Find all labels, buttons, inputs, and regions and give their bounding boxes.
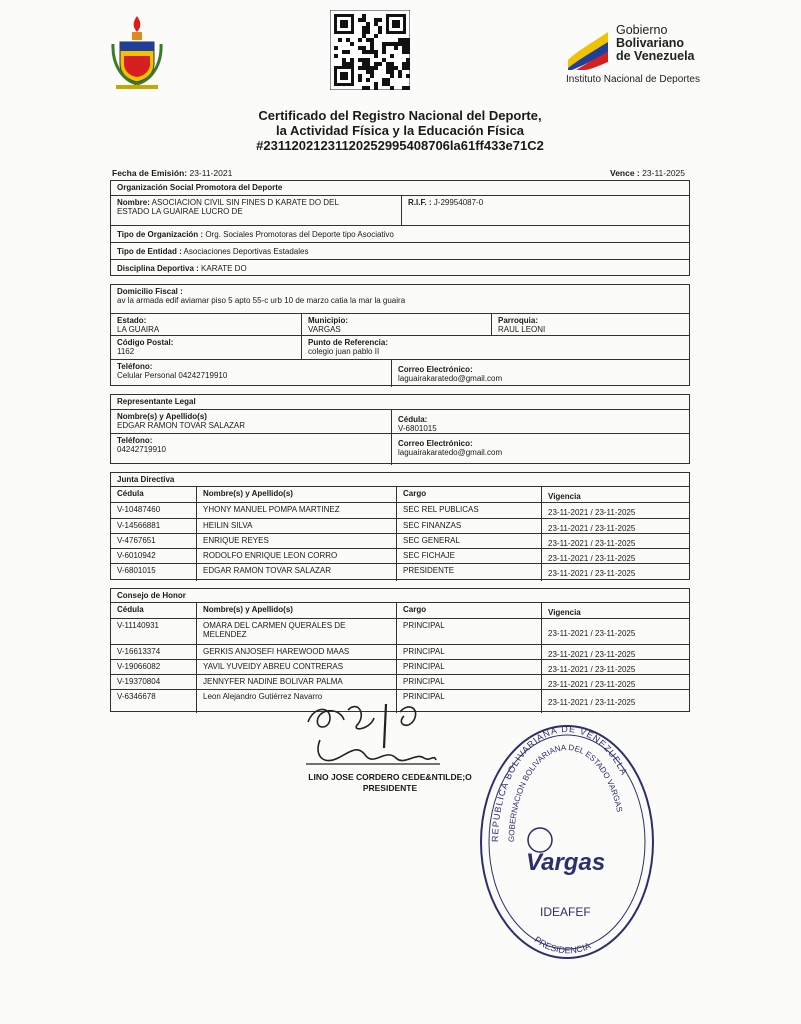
coat-of-arms-logo	[108, 14, 166, 92]
board-id: V-14566881	[117, 521, 161, 530]
official-stamp	[478, 722, 656, 962]
honor-validity: 23-11-2021 / 23-11-2025	[541, 660, 689, 675]
org-type-value: Org. Sociales Promotoras del Deporte tipo Asociativo	[205, 230, 394, 239]
honor-role: PRINCIPAL	[396, 619, 541, 645]
rep-phone-cell	[111, 434, 391, 465]
board-name: HEILIN SILVA	[196, 519, 396, 534]
state-cell	[111, 314, 301, 336]
rep-id-label: Cédula:	[398, 415, 428, 424]
honor-id: V-19066082	[117, 662, 161, 671]
honor-name: GERKIS ANJOSEFI HAREWOOD MAAS	[196, 645, 396, 660]
stamp-ring-bottom: PRESIDENCIA	[532, 934, 593, 956]
gov-line-3: de Venezuela	[616, 49, 695, 63]
title-line-3: #23112021231120252995408706la61ff433e71C2	[256, 138, 544, 153]
title-line-2: la Actividad Física y la Educación Física	[275, 123, 525, 138]
honor-col-role: Cargo	[396, 603, 541, 619]
address-email-cell	[391, 360, 689, 387]
honor-name	[196, 619, 396, 645]
address-value: av la armada edif aviamar piso 5 apto 55-c urb 10 de marzo catia la mar la guaira	[117, 296, 406, 305]
org-rif-label: R.I.F. :	[408, 198, 432, 207]
board-name: RODOLFO ENRIQUE LEON CORRO	[196, 549, 396, 564]
board-col-role: Cargo	[396, 487, 541, 503]
parish-label: Parroquia:	[498, 316, 539, 325]
board-name: EDGAR RAMON TOVAR SALAZAR	[196, 564, 396, 581]
stamp-brand: Vargas	[526, 849, 606, 876]
municipality-label: Municipio:	[308, 316, 348, 325]
address-email-value: laguairakaratedo@gmail.com	[398, 374, 503, 383]
parish-value: RAUL LEONI	[498, 325, 546, 334]
discipline-value: KARATE DO	[201, 264, 247, 273]
certificate-title	[200, 108, 600, 153]
signatory-name: LINO JOSE CORDERO CEDE&NTILDE;O	[308, 772, 472, 782]
org-name-value-2: ESTADO LA GUAIRAE LUCRO DE	[117, 207, 243, 216]
board-col-id: Cédula	[117, 489, 144, 498]
board-role: SEC FINANZAS	[396, 519, 541, 534]
rep-phone-label: Teléfono:	[117, 436, 153, 445]
qr-code	[330, 10, 410, 90]
board-role: SEC REL PUBLICAS	[396, 503, 541, 519]
board-validity: 23-11-2021 / 23-11-2025	[541, 549, 689, 564]
address-label: Domicilio Fiscal :	[117, 287, 183, 296]
address-section	[110, 284, 690, 386]
board-col-validity: Vigencia	[541, 487, 689, 503]
honor-name: YAVIL YUVEIDY ABREU CONTRERAS	[196, 660, 396, 675]
entity-type-cell	[111, 243, 689, 260]
board-id: V-4767651	[117, 536, 156, 545]
board-id: V-10487460	[117, 505, 161, 514]
rep-email-label: Correo Electrónico:	[398, 439, 473, 448]
government-logo	[566, 24, 726, 94]
honor-validity: 23-11-2021 / 23-11-2025	[541, 645, 689, 660]
board-name: YHONY MANUEL POMPA MARTINEZ	[196, 503, 396, 519]
org-type-label: Tipo de Organización :	[117, 230, 204, 239]
issue-date-label: Fecha de Emisión:	[112, 168, 188, 178]
institute-name: Instituto Nacional de Deportes	[566, 74, 700, 85]
municipality-cell	[301, 314, 491, 336]
expiry-date-value: 23-11-2025	[642, 168, 686, 178]
honor-role: PRINCIPAL	[396, 690, 541, 713]
discipline-label: Disciplina Deportiva :	[117, 264, 199, 273]
rep-name-cell	[111, 410, 391, 434]
rep-id-cell	[391, 410, 689, 434]
org-rif-cell	[401, 196, 689, 226]
stamp-icon	[478, 722, 656, 962]
honor-council-section	[110, 588, 690, 712]
state-label: Estado:	[117, 316, 147, 325]
table-row	[111, 548, 689, 564]
address-phone-cell	[111, 360, 391, 387]
honor-validity: 23-11-2021 / 23-11-2025	[541, 675, 689, 690]
board-name: ENRIQUE REYES	[196, 534, 396, 549]
board-id: V-6801015	[117, 566, 156, 575]
table-row	[111, 644, 689, 660]
org-rif-value: J-29954087-0	[433, 198, 484, 207]
issue-date-value: 23-11-2021	[189, 168, 233, 178]
honor-id: V-16613374	[117, 647, 161, 656]
honor-col-name: Nombre(s) y Apellido(s)	[196, 603, 396, 619]
title-line-1: Certificado del Registro Nacional del Deporte,	[258, 108, 542, 123]
organization-section	[110, 180, 690, 276]
honor-name-part-2: MELENDEZ	[203, 630, 247, 639]
table-row	[111, 659, 689, 675]
table-row	[111, 563, 689, 581]
coat-of-arms-icon	[108, 14, 166, 92]
org-name-value: ASOCIACION CIVIL SIN FINES D KARATE DO DEL	[151, 198, 339, 207]
board-id: V-6010942	[117, 551, 156, 560]
gov-line-1: Gobierno	[616, 23, 668, 37]
honor-col-id: Cédula	[117, 605, 144, 614]
signatory-role: PRESIDENTE	[362, 783, 418, 793]
honor-header-row	[111, 602, 689, 619]
honor-id: V-19370804	[117, 677, 161, 686]
honor-council-title: Consejo de Honor	[117, 591, 186, 600]
postal-code-label: Código Postal:	[117, 338, 174, 347]
postal-code-value: 1162	[117, 347, 135, 356]
postal-code-cell	[111, 336, 301, 360]
honor-role: PRINCIPAL	[396, 660, 541, 675]
honor-role: PRINCIPAL	[396, 645, 541, 660]
table-row	[111, 533, 689, 549]
rep-id-value: V-6801015	[398, 424, 437, 433]
table-row	[111, 518, 689, 534]
entity-type-value: Asociaciones Deportivas Estadales	[183, 247, 309, 256]
honor-name: Leon Alejandro Gutiérrez Navarro	[196, 690, 396, 713]
rep-email-value: laguairakaratedo@gmail.com	[398, 448, 503, 457]
address-phone-label: Teléfono:	[117, 362, 153, 371]
qr-code-icon	[330, 10, 410, 90]
honor-col-validity: Vigencia	[541, 603, 689, 619]
signature-icon	[300, 700, 460, 770]
board-role: PRESIDENTE	[396, 564, 541, 581]
org-name-cell	[111, 196, 401, 226]
venezuela-flag-icon	[566, 30, 610, 70]
rep-name-label: Nombre(s) y Apellido(s)	[117, 412, 207, 421]
honor-name-part-1: OMARA DEL CARMEN QUERALES DE	[203, 621, 346, 630]
stamp-outer-text: REPUBLICA BOLIVARIANA DE VENEZUELA	[489, 723, 630, 843]
board-validity: 23-11-2021 / 23-11-2025	[541, 564, 689, 581]
honor-id: V-6346678	[117, 692, 156, 701]
legal-rep-section	[110, 394, 690, 464]
address-email-label: Correo Electrónico:	[398, 365, 473, 374]
board-validity: 23-11-2021 / 23-11-2025	[541, 534, 689, 549]
municipality-value: VARGAS	[308, 325, 341, 334]
stamp-bottom: IDEAFEF	[540, 905, 591, 919]
board-role: SEC GENERAL	[396, 534, 541, 549]
address-cell	[111, 285, 689, 313]
entity-type-label: Tipo de Entidad :	[117, 247, 182, 256]
discipline-cell	[111, 260, 689, 277]
reference-label: Punto de Referencia:	[308, 338, 389, 347]
reference-cell	[301, 336, 689, 360]
gov-line-2: Bolivariano	[616, 36, 685, 50]
board-header-row	[111, 486, 689, 503]
table-row	[111, 618, 689, 645]
state-value: LA GUAIRA	[117, 325, 160, 334]
address-phone-value: Celular Personal 04242719910	[117, 371, 228, 380]
honor-name: JENNYFER NADINE BOLIVAR PALMA	[196, 675, 396, 690]
parish-cell	[491, 314, 689, 336]
board-col-name: Nombre(s) y Apellido(s)	[196, 487, 396, 503]
board-title: Junta Directiva	[117, 475, 175, 484]
stamp-inner-text: GOBERNACION BOLIVARIANA DEL ESTADO VARGAS	[506, 742, 625, 843]
board-validity: 23-11-2021 / 23-11-2025	[541, 519, 689, 534]
table-row	[111, 502, 689, 519]
rep-phone-value: 04242719910	[117, 445, 166, 454]
honor-validity: 23-11-2021 / 23-11-2025	[541, 690, 689, 713]
board-validity: 23-11-2021 / 23-11-2025	[541, 503, 689, 519]
board-role: SEC FICHAJE	[396, 549, 541, 564]
org-type-cell	[111, 226, 689, 243]
signatory	[290, 772, 490, 794]
table-row	[111, 674, 689, 690]
rep-email-cell	[391, 434, 689, 465]
issue-date	[112, 168, 232, 178]
reference-value: colegio juan pablo II	[308, 347, 380, 356]
org-section-title: Organización Social Promotora del Deporte	[117, 183, 283, 192]
org-name-label: Nombre:	[117, 198, 150, 207]
expiry-date-label: Vence :	[610, 168, 640, 178]
honor-validity: 23-11-2021 / 23-11-2025	[541, 619, 689, 645]
rep-name-value: EDGAR RAMON TOVAR SALAZAR	[117, 421, 246, 430]
honor-role: PRINCIPAL	[396, 675, 541, 690]
signature	[300, 700, 460, 770]
board-section	[110, 472, 690, 580]
legal-rep-title: Representante Legal	[117, 397, 196, 406]
expiry-date	[610, 168, 685, 178]
honor-id: V-11140931	[117, 621, 159, 630]
